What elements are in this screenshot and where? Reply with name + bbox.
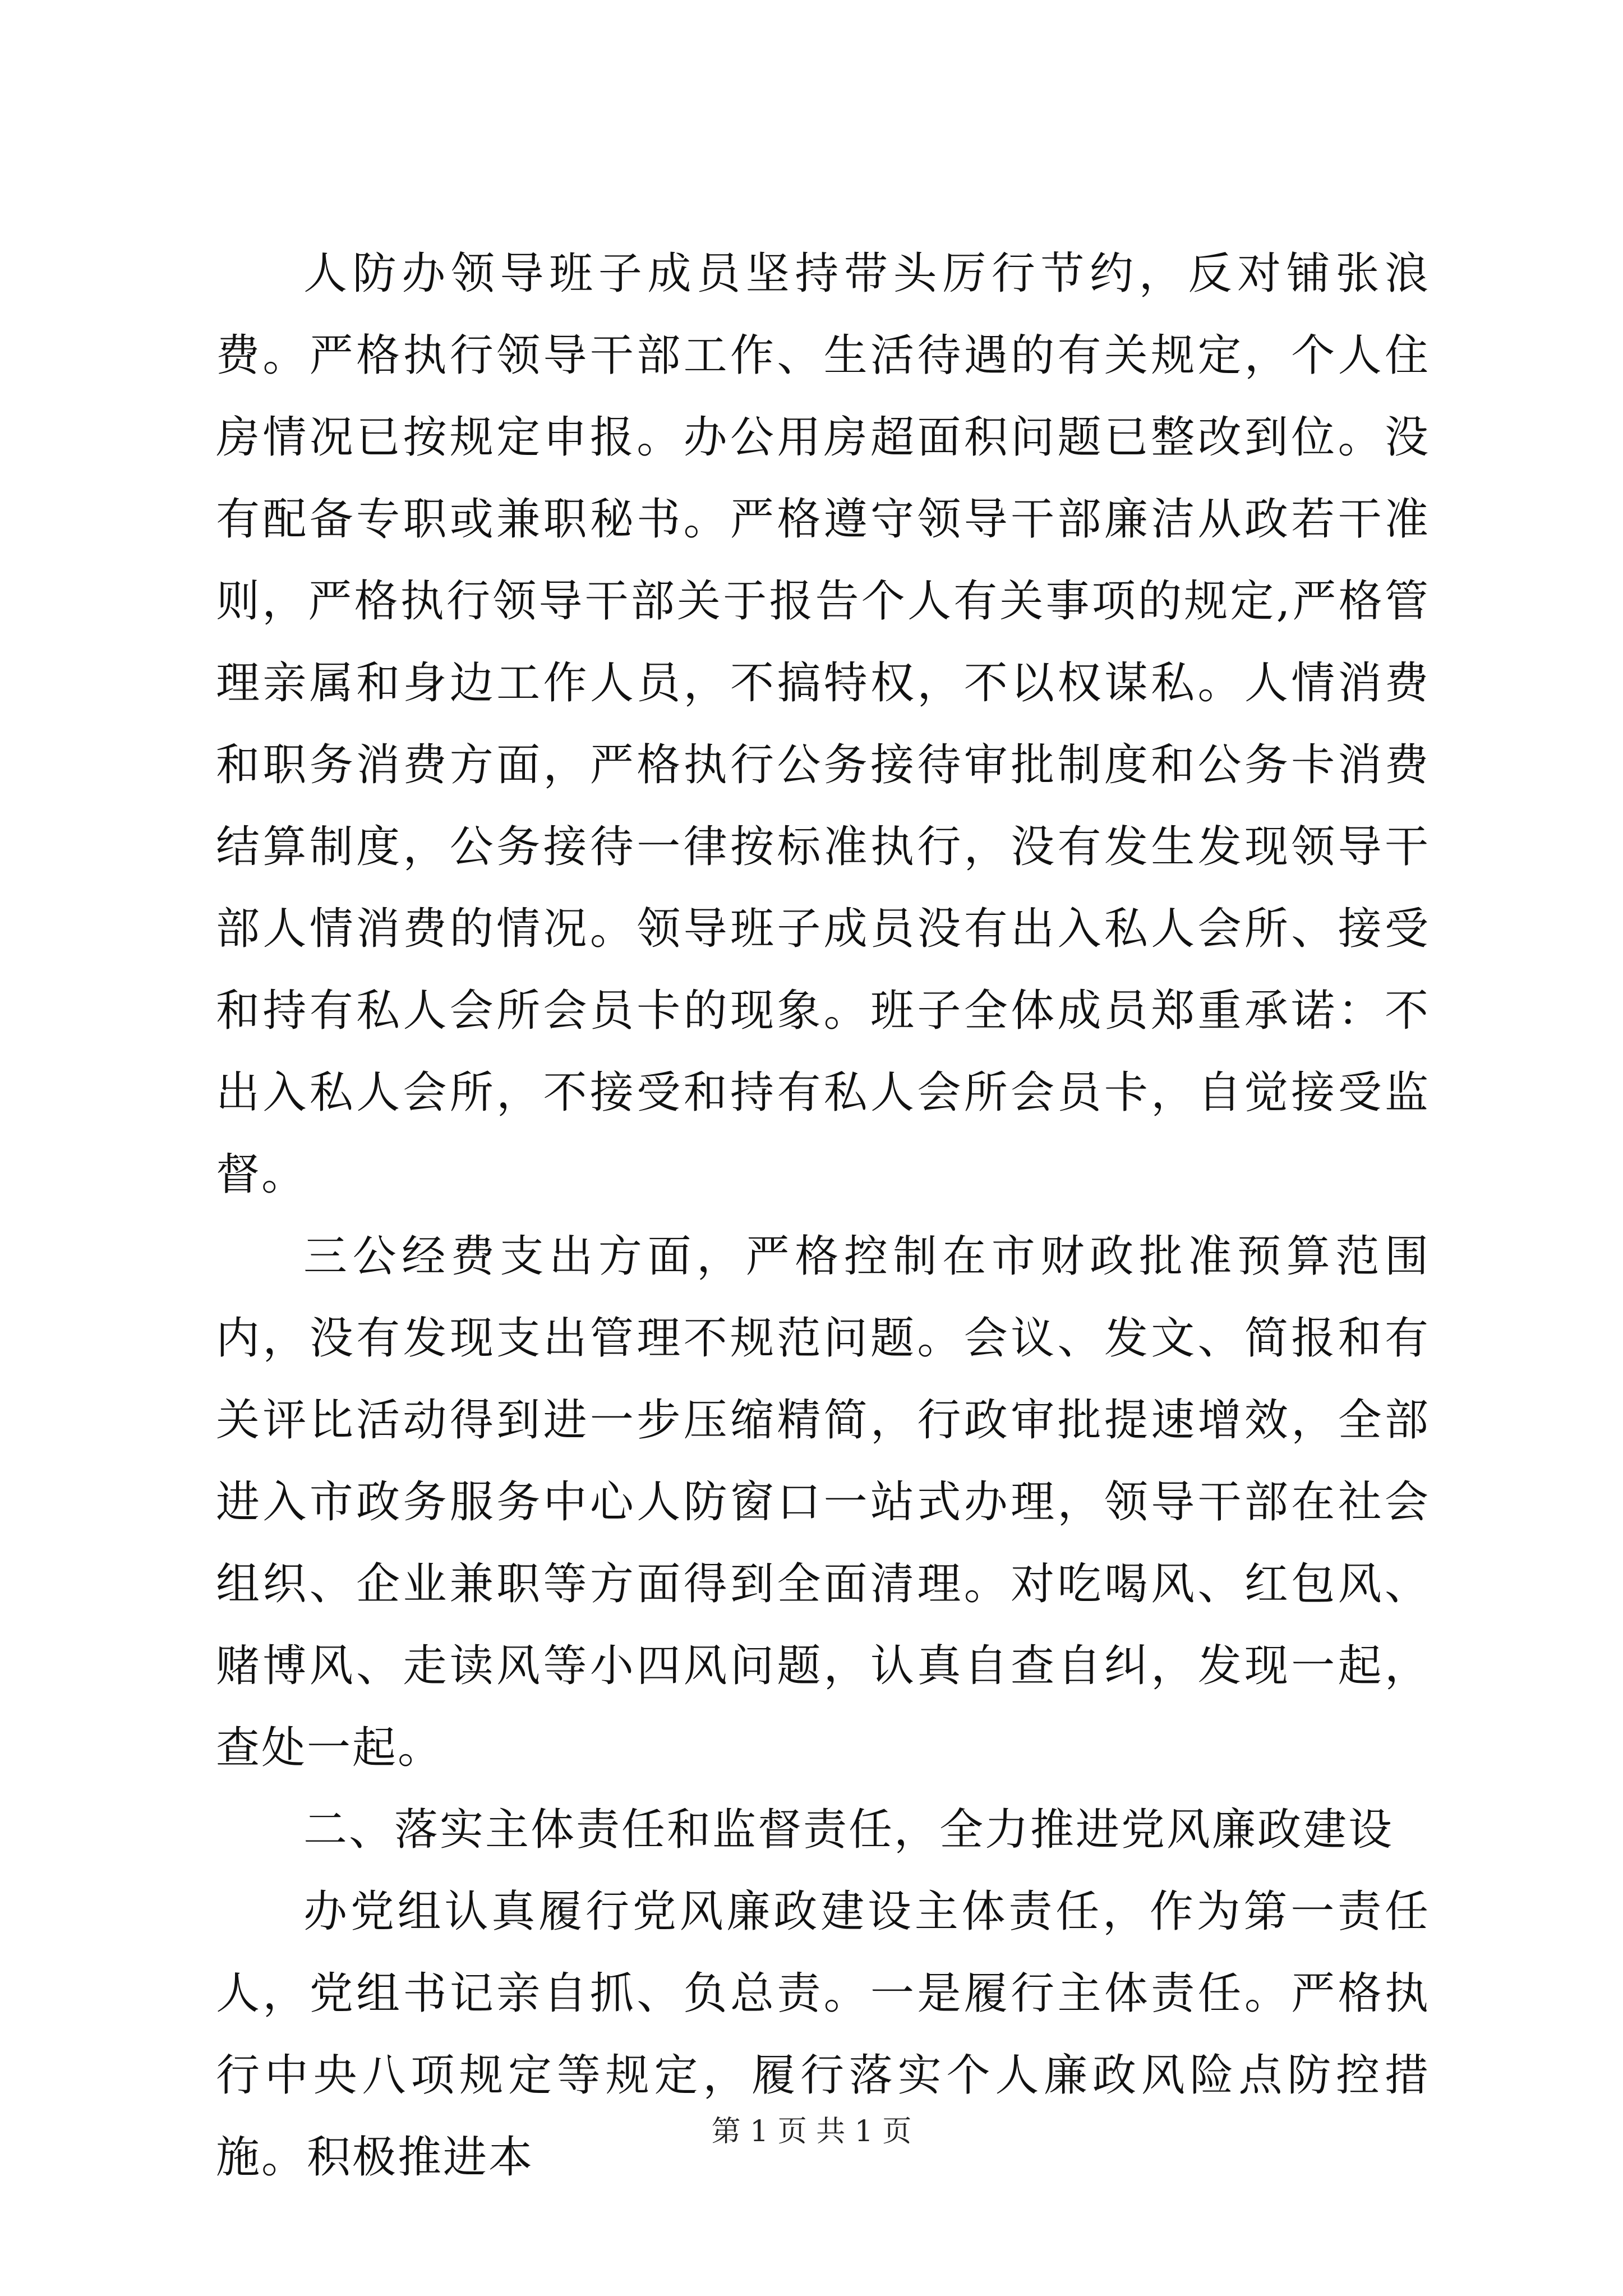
document-body (216, 233, 1430, 2198)
section-heading-responsibility: 二、落实主体责任和监督责任，全力推进党风廉政建设 (303, 1805, 1394, 1855)
paragraph-three-public-expenses: 三公经费支出方面，严格控制在市财政批准预算范围内，没有发现支出管理不规范问题。会议、发文、简报和有关评比活动得到进一步压缩精简，行政审批提速增效，全部进入市政务服务中心人防窗口一站式办理，领导干部在社会组织、企业兼职等方面得到全面清理。对吃喝风、红包风、赌博风、走读风等小四风问题，认真自查自纠，发现一起，查处一起。 (216, 1231, 1430, 1773)
page-footer: 第 1 页 共 1 页 (711, 2115, 912, 2148)
paragraph-leadership-frugality: 人防办领导班子成员坚持带头厉行节约，反对铺张浪费。严格执行领导干部工作、生活待遇的有关规定，个人住房情况已按规定申报。办公用房超面积问题已整改到位。没有配备专职或兼职秘书。严格遵守领导干部廉洁从政若干准则，严格执行领导干部关于报告个人有关事项的规定,严格管理亲属和身边工作人员，不搞特权，不以权谋私。人情消费和职务消费方面，严格执行公务接待审批制度和公务卡消费结算制度，公务接待一律按标准执行，没有发生发现领导干部人情消费的情况。领导班子成员没有出入私人会所、接受和持有私人会所会员卡的现象。班子全体成员郑重承诺：不出入私人会所，不接受和持有私人会所会员卡，自觉接受监督。 (216, 249, 1430, 1200)
paragraph-party-group-responsibility: 办党组认真履行党风廉政建设主体责任，作为第一责任人，党组书记亲自抓、负总责。一是履行主体责任。严格执行中央八项规定等规定，履行落实个人廉政风险点防控措施。积极推进本 (216, 1887, 1430, 2183)
